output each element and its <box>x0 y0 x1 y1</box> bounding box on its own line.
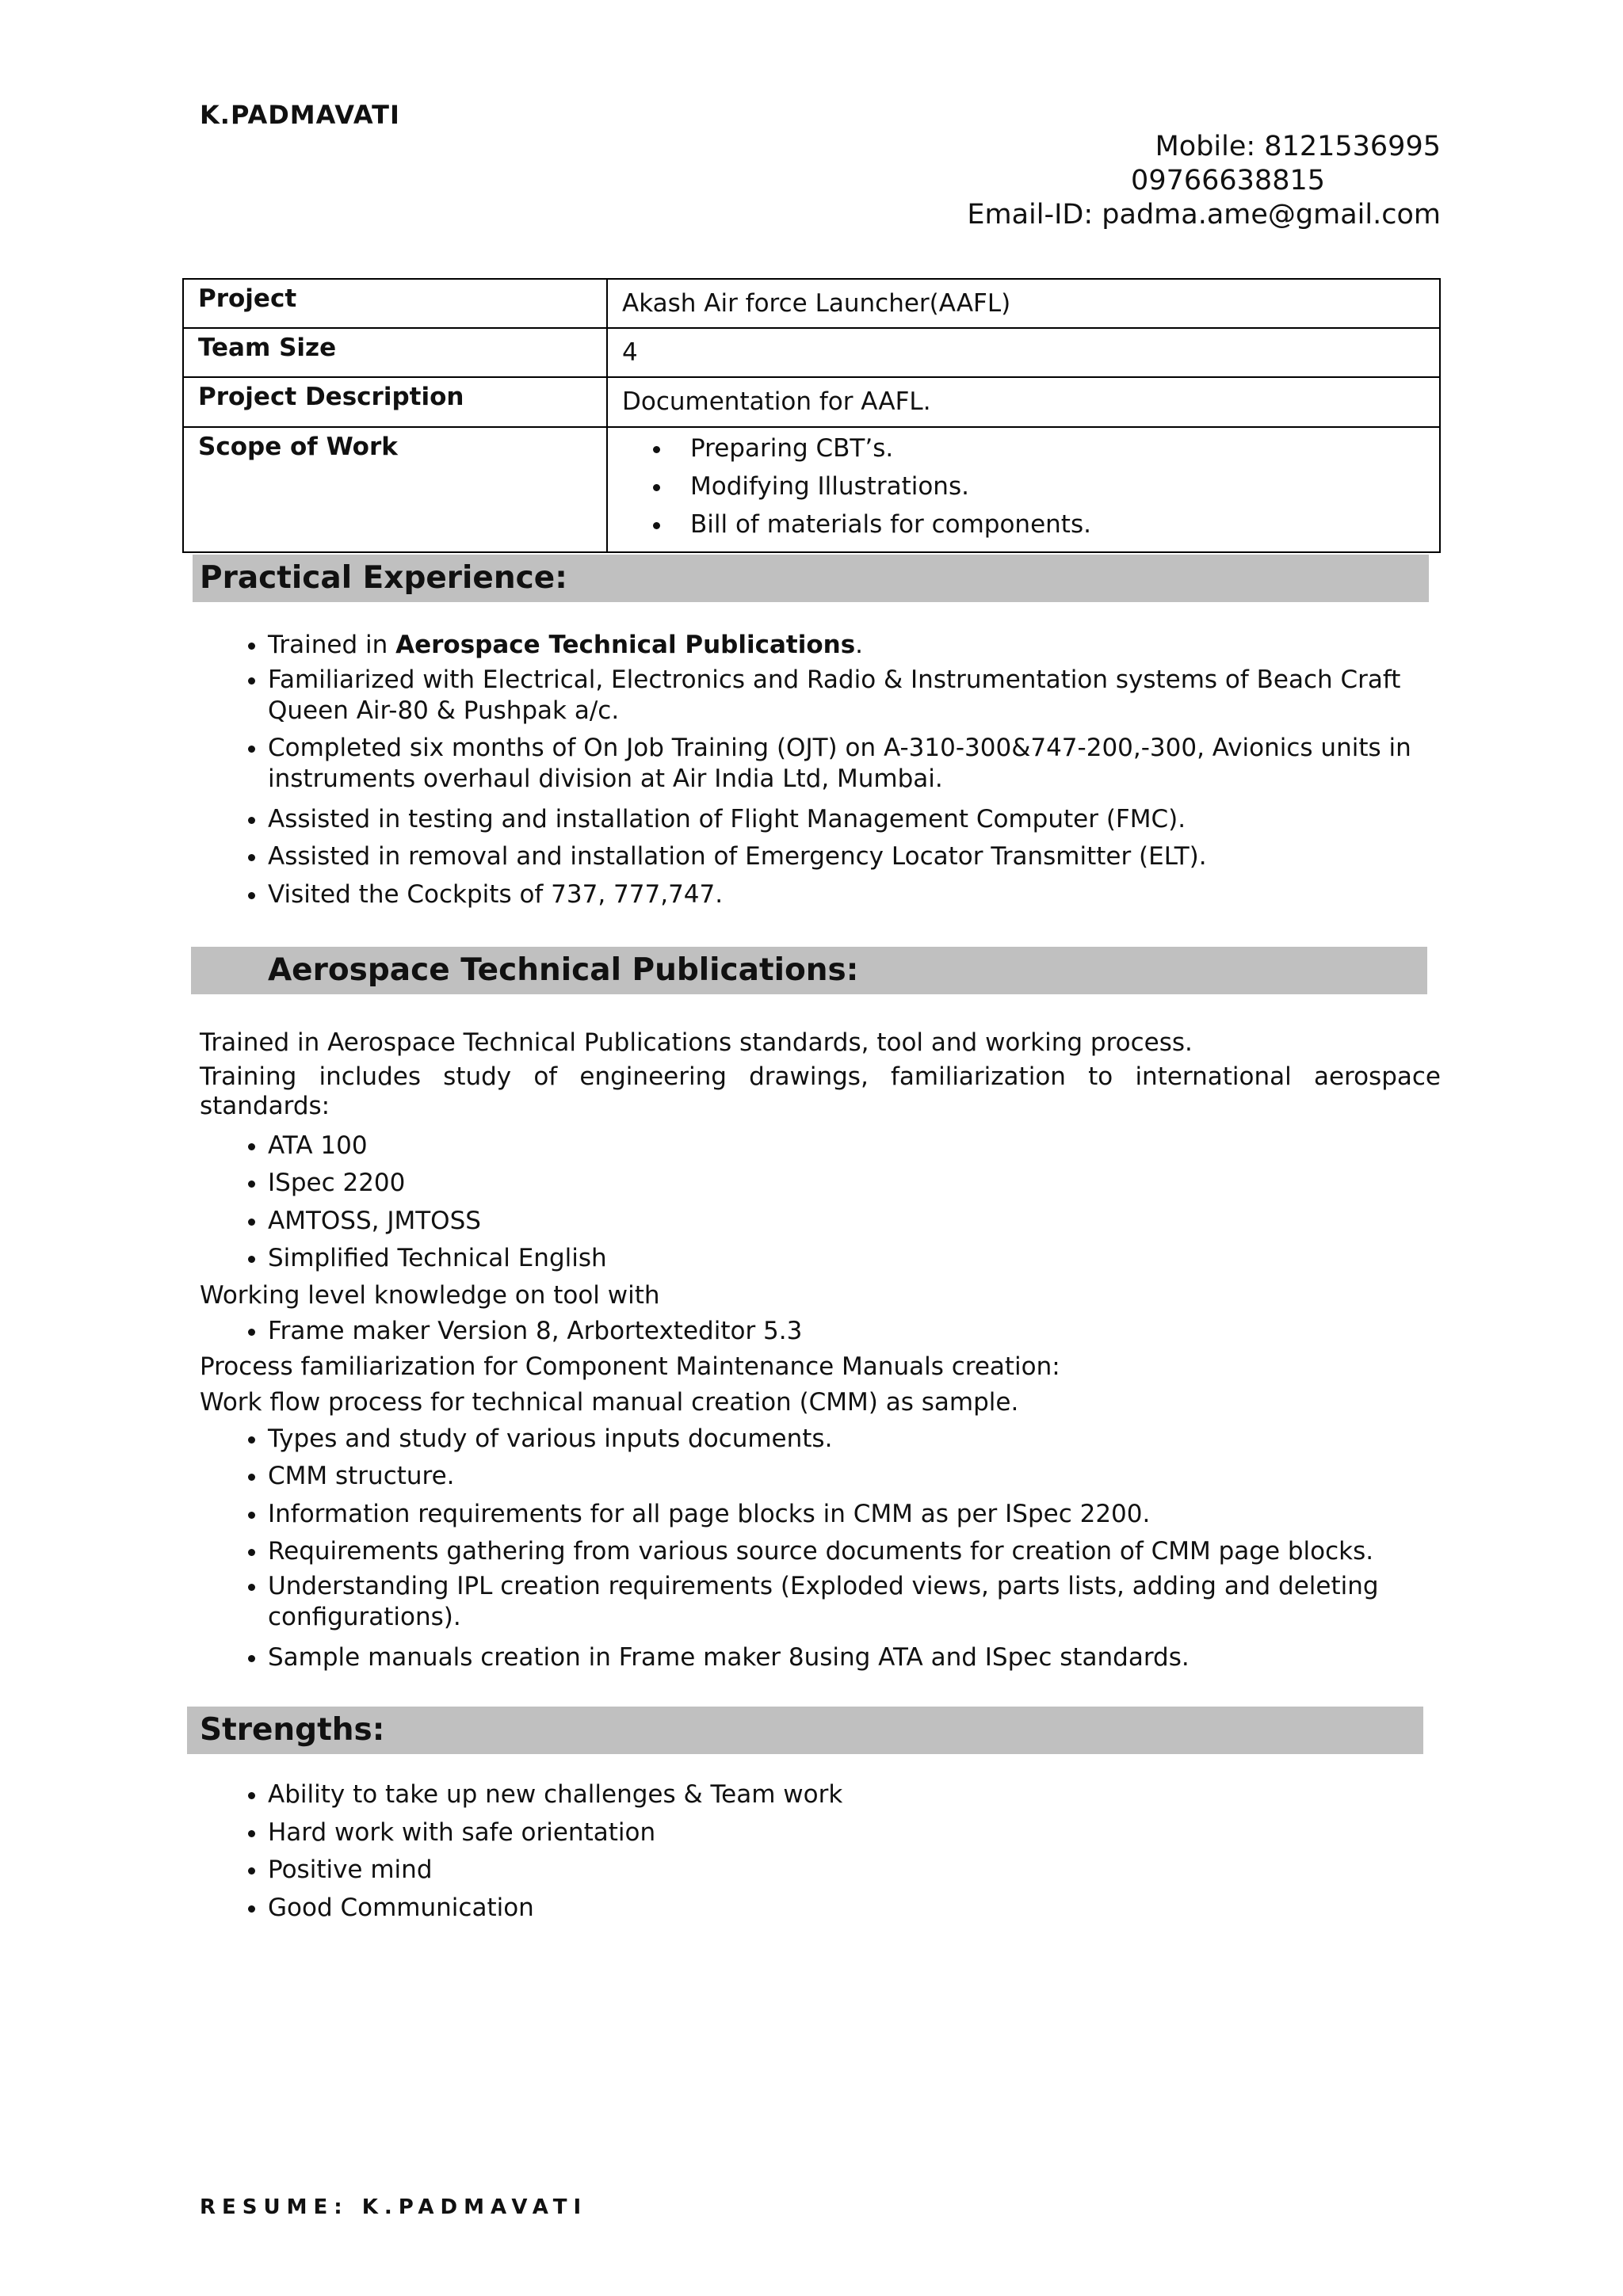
list-item: • Requirements gathering from various source documents for creation of CMM page blocks. <box>268 1533 1441 1571</box>
scope-list <box>622 429 1425 543</box>
list-item: • ISpec 2200 <box>268 1165 1441 1203</box>
section-heading-practical: Practical Experience: <box>193 555 1429 602</box>
description-label: Project Description <box>183 377 607 427</box>
section-heading-strengths: Strengths: <box>187 1707 1423 1754</box>
emphasis-text: Aerospace Technical Publications <box>395 631 856 659</box>
atp-intro: Trained in Aerospace Technical Publications standards, tool and working process. <box>200 1028 1193 1057</box>
team-size-label: Team Size <box>183 328 607 377</box>
project-value: Akash Air force Launcher(AAFL) <box>607 279 1440 328</box>
list-item: • Simplified Technical English <box>268 1240 1441 1278</box>
list-item: • Preparing CBT’s. <box>673 429 1425 467</box>
tool-intro: Working level knowledge on tool with <box>200 1280 660 1310</box>
list-item: • Understanding IPL creation requirements (Exploded views, parts lists, adding and deleting configurations). <box>268 1571 1441 1639</box>
table-row <box>183 279 1440 328</box>
mobile-number-alt: 09766638815 <box>1131 165 1325 196</box>
list-item: • Assisted in testing and installation of Flight Management Computer (FMC). <box>268 801 1436 839</box>
scope-cell <box>607 427 1440 552</box>
list-item: • Ability to take up new challenges & Team work <box>268 1776 1436 1814</box>
scope-label: Scope of Work <box>183 427 607 552</box>
atp-training-line1: Training includes study of engineering drawings, familiarization to international aerospace <box>200 1062 1441 1091</box>
table-row <box>183 328 1440 377</box>
list-item: • Types and study of various inputs documents. <box>268 1421 1441 1459</box>
description-value: Documentation for AAFL. <box>607 377 1440 427</box>
list-item <box>268 627 1436 665</box>
list-item: • Modifying Illustrations. <box>673 467 1425 505</box>
team-size-value: 4 <box>607 328 1440 377</box>
strengths-block <box>200 1776 1436 1927</box>
list-item: • Good Communication <box>268 1890 1436 1928</box>
list-item: • Frame maker Version 8, Arbortexteditor 5.3 <box>268 1314 1441 1349</box>
standards-list <box>200 1127 1441 1278</box>
page-footer: RESUME: K.PADMAVATI <box>200 2195 588 2219</box>
tools-list <box>200 1314 1441 1349</box>
contact-block <box>967 130 1441 232</box>
strengths-list <box>200 1776 1436 1927</box>
candidate-name: K.PADMAVATI <box>200 100 400 130</box>
list-item: • AMTOSS, JMTOSS <box>268 1203 1441 1241</box>
section-heading-atp: Aerospace Technical Publications: <box>191 947 1427 994</box>
list-item: • Sample manuals creation in Frame maker 8using ATA and ISpec standards. <box>268 1639 1441 1677</box>
list-item-text: Trained in <box>268 631 396 659</box>
project-label: Project <box>183 279 607 328</box>
atp-block <box>200 1024 1441 1676</box>
process-intro: Process familiarization for Component Maintenance Manuals creation: <box>200 1352 1060 1381</box>
list-item: • CMM structure. <box>268 1458 1441 1496</box>
list-item: • Visited the Cockpits of 737, 777,747. <box>268 876 1436 914</box>
list-item: • Hard work with safe orientation <box>268 1814 1436 1852</box>
list-item-text: . <box>855 631 864 659</box>
project-table <box>182 278 1441 553</box>
practical-experience-list <box>200 627 1436 913</box>
list-item: • Positive mind <box>268 1852 1436 1890</box>
table-row <box>183 377 1440 427</box>
workflow-intro: Work flow process for technical manual creation (CMM) as sample. <box>200 1387 1019 1417</box>
list-item: • Familiarized with Electrical, Electronics and Radio & Instrumentation systems of Beach Craft Queen Air-80 & Pushpak a/c. <box>268 665 1436 733</box>
table-row <box>183 427 1440 552</box>
atp-training-line2: standards: <box>200 1091 330 1120</box>
list-item: • Assisted in removal and installation of Emergency Locator Transmitter (ELT). <box>268 838 1436 876</box>
list-item: • ATA 100 <box>268 1127 1441 1165</box>
practical-experience-list-block <box>200 627 1436 913</box>
process-list <box>200 1421 1441 1677</box>
list-item: • Bill of materials for components. <box>673 505 1425 543</box>
email-address: Email-ID: padma.ame@gmail.com <box>967 199 1441 231</box>
list-item: • Completed six months of On Job Training (OJT) on A-310-300&747-200,-300, Avionics units in instruments overhaul division at Air India Ltd, Mumbai. <box>268 733 1436 801</box>
mobile-number: Mobile: 8121536995 <box>1155 131 1441 162</box>
list-item: • Information requirements for all page blocks in CMM as per ISpec 2200. <box>268 1496 1441 1534</box>
